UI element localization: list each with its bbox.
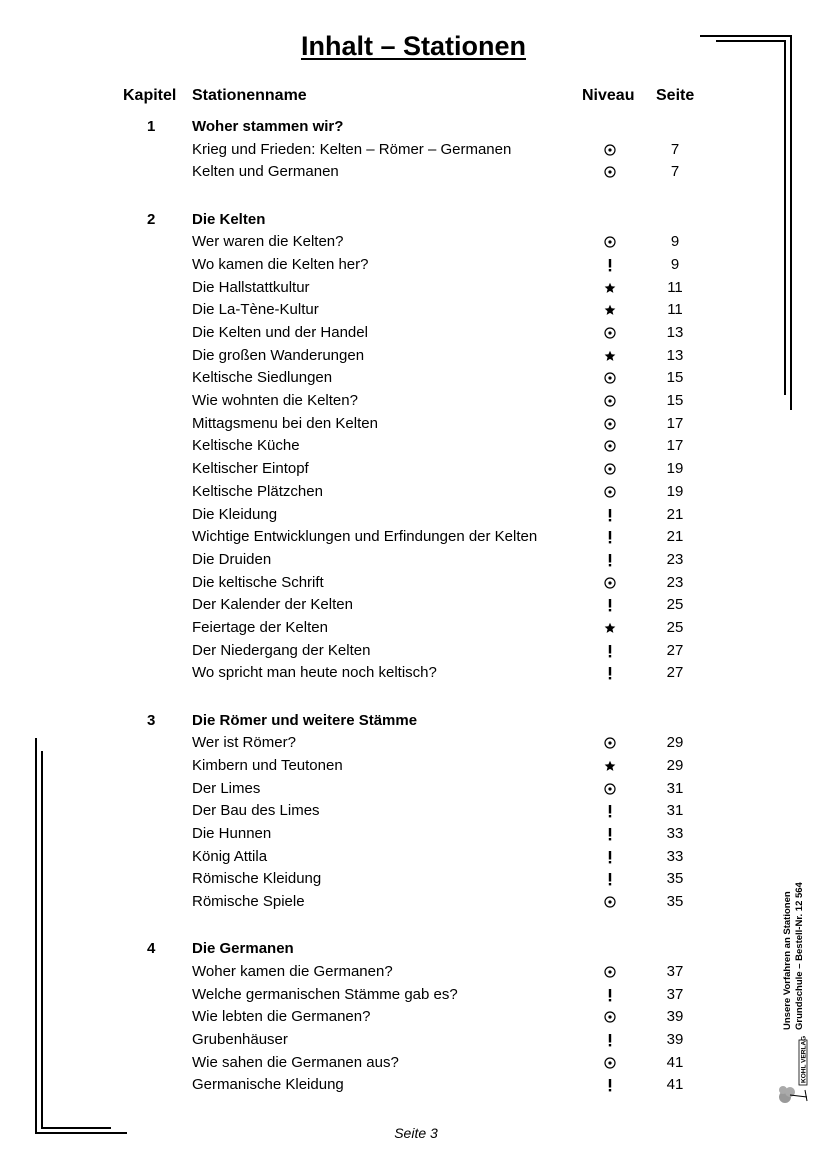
frame-line [35,738,37,1134]
frame-line [700,35,792,37]
page-number-cell: 9 [670,233,680,251]
column-header-stationenname: Stationenname [192,87,307,104]
toc-entry [0,1029,827,1052]
chapter-number: 3 [147,711,156,729]
station-name: Feiertage der Kelten [192,618,328,636]
circle-dot-icon [600,1006,620,1029]
chapter-number: 4 [147,940,156,958]
station-name: Römische Spiele [192,893,305,910]
frame-line [41,751,43,1129]
toc-entry [0,413,827,436]
toc-entry [0,367,827,390]
page-number-cell: 17 [666,437,684,455]
page-number-cell: 31 [666,779,684,797]
toc-entry [0,984,827,1007]
toc-entry [0,594,827,617]
exclamation-icon [600,526,620,549]
toc-entry [0,572,827,595]
page-number-cell: 19 [666,460,684,478]
toc-entry [0,435,827,458]
chapter-spacer [0,685,827,710]
page-number-cell: 33 [666,824,684,842]
toc-entry [0,299,827,322]
chapter-title: Woher stammen wir? [192,118,344,135]
circle-dot-icon [600,367,620,390]
frame-line [716,40,786,42]
toc-entry [0,961,827,984]
toc-entry [0,322,827,345]
station-name: Woher kamen die Germanen? [192,962,393,980]
page-number-cell: 39 [666,1008,684,1026]
toc-entry [0,458,827,481]
exclamation-icon [600,1074,620,1097]
toc-entry [0,481,827,504]
station-name: Römische Kleidung [192,870,322,888]
station-name: Die La-Tène-Kultur [192,301,319,319]
station-name: Die Hunnen [192,824,272,842]
column-header-niveau: Niveau [582,87,635,104]
chapter-title: Die Kelten [192,210,266,228]
station-name: Der Niedergang der Kelten [192,641,371,659]
page-number-cell: 7 [670,163,680,181]
tree-icon [779,1086,807,1103]
toc-entry [0,231,827,254]
page-number-cell: 13 [666,346,684,364]
circle-dot-icon [600,572,620,595]
toc-entry [0,1052,827,1075]
chapter-number: 1 [147,118,156,135]
exclamation-icon [600,868,620,891]
star-icon [600,277,620,300]
exclamation-icon [600,504,620,527]
circle-dot-icon [600,231,620,254]
toc-entry [0,846,827,869]
page-number-cell: 35 [666,870,684,888]
station-name: Die Druiden [192,550,272,568]
page-number-cell: 33 [666,847,684,865]
station-name: Germanische Kleidung [192,1076,344,1094]
toc-entry [0,800,827,823]
page-number-cell: 41 [666,1053,684,1071]
station-name: Wer ist Römer? [192,734,296,752]
page-number-cell: 41 [666,1076,684,1094]
page-number-cell: 27 [666,664,684,682]
station-name: Die Kelten und der Handel [192,324,368,341]
station-name: Keltische Plätzchen [192,482,323,500]
exclamation-icon [600,823,620,846]
publication-info [782,882,806,1030]
station-name: Wie sahen die Germanen aus? [192,1053,399,1071]
toc-entry [0,778,827,801]
page-number-cell: 37 [666,962,684,980]
page-number-cell: 15 [666,392,684,410]
exclamation-icon [600,984,620,1007]
page-number-cell: 21 [666,528,684,546]
chapter-title: Die Römer und weitere Stämme [192,711,418,729]
exclamation-icon [600,846,620,869]
exclamation-icon [600,640,620,663]
exclamation-icon [600,549,620,572]
publisher-logo [775,1035,815,1105]
toc-entry [0,549,827,572]
exclamation-icon [600,800,620,823]
table-of-contents [0,116,827,1097]
station-name: Wo spricht man heute noch keltisch? [192,664,437,682]
station-name: Wie lebten die Germanen? [192,1008,371,1026]
page-number-cell: 21 [666,505,684,523]
toc-entry [0,617,827,640]
chapter-heading [0,209,827,232]
toc-entry [0,277,827,300]
frame-line [790,35,792,410]
toc-entry [0,823,827,846]
star-icon [600,345,620,368]
station-name: Welche germanischen Stämme gab es? [192,985,458,1003]
circle-dot-icon [600,778,620,801]
station-name: Der Bau des Limes [192,802,320,820]
exclamation-icon [600,662,620,685]
exclamation-icon [600,594,620,617]
station-name: Mittagsmenu bei den Kelten [192,414,378,432]
page-number-cell: 17 [666,414,684,432]
star-icon [600,617,620,640]
page-number-cell: 25 [666,596,684,614]
chapter-title: Die Germanen [192,940,294,958]
page-number-cell: 9 [670,255,680,273]
circle-dot-icon [600,413,620,436]
toc-entry [0,526,827,549]
station-name: Keltische Küche [192,437,300,455]
station-name: Kimbern und Teutonen [192,756,343,774]
circle-dot-icon [600,1052,620,1075]
station-name: Krieg und Frieden: Kelten – Römer – Germanen [192,140,512,158]
station-name: Wichtige Entwicklungen und Erfindungen der Kelten [192,528,538,546]
circle-dot-icon [600,961,620,984]
page-title: Inhalt – Stationen [300,31,527,61]
circle-dot-icon [600,322,620,345]
page-number-cell: 27 [666,641,684,659]
page-number-cell: 23 [666,550,684,568]
toc-entry [0,1006,827,1029]
chapter-heading [0,938,827,961]
publisher-name: KOHL VERLAG [800,1035,808,1083]
circle-dot-icon [600,458,620,481]
toc-entry [0,891,827,914]
page-number-cell: 13 [666,324,684,341]
station-name: Wo kamen die Kelten her? [192,255,369,273]
column-header-seite: Seite [656,87,695,104]
chapter-heading [0,116,827,139]
page-number-cell: 25 [666,618,684,636]
circle-dot-icon [600,161,620,184]
page-number-cell: 35 [666,893,684,910]
frame-line [784,40,786,395]
toc-entry [0,755,827,778]
circle-dot-icon [600,891,620,914]
station-name: Wie wohnten die Kelten? [192,392,358,410]
exclamation-icon [600,254,620,277]
page-number-cell: 11 [667,278,683,296]
chapter-heading [0,710,827,733]
toc-entry [0,1074,827,1097]
station-name: Die großen Wanderungen [192,346,365,364]
toc-entry [0,640,827,663]
chapter-spacer [0,914,827,939]
toc-entry [0,390,827,413]
station-name: Die Hallstattkultur [192,278,310,296]
page-number-cell: 31 [666,802,684,820]
toc-entry [0,868,827,891]
toc-entry [0,161,827,184]
circle-dot-icon [600,435,620,458]
exclamation-icon [600,1029,620,1052]
toc-entry [0,345,827,368]
star-icon [600,755,620,778]
station-name: Grubenhäuser [192,1030,288,1048]
page-number: Seite 3 [394,1125,438,1141]
page-number-cell: 37 [666,985,684,1003]
station-name: Die Kleidung [192,505,278,523]
page-number-cell: 23 [666,573,684,591]
publication-title: Unsere Vorfahren an Stationen [782,891,793,1030]
chapter-number: 2 [147,210,156,228]
page-number-cell: 29 [666,756,684,774]
page-number-cell: 11 [667,301,683,319]
circle-dot-icon [600,732,620,755]
toc-entry [0,732,827,755]
page-number-cell: 39 [666,1030,684,1048]
circle-dot-icon [600,390,620,413]
page-number-cell: 7 [670,140,680,158]
page-number-cell: 19 [666,482,684,500]
toc-entry [0,139,827,162]
station-name: Keltische Siedlungen [192,369,333,387]
toc-entry [0,254,827,277]
column-header-kapitel: Kapitel [123,87,177,104]
page-number-cell: 29 [666,734,684,752]
station-name: Keltischer Eintopf [192,460,309,478]
station-name: Wer waren die Kelten? [192,233,344,251]
publication-order-number: Grundschule – Bestell-Nr. 12 564 [794,882,805,1030]
page-number-cell: 15 [666,369,684,387]
circle-dot-icon [600,139,620,162]
star-icon [600,299,620,322]
station-name: Der Kalender der Kelten [192,596,353,614]
station-name: Kelten und Germanen [192,163,339,181]
chapter-spacer [0,184,827,209]
station-name: König Attila [192,847,268,865]
circle-dot-icon [600,481,620,504]
toc-entry [0,504,827,527]
toc-entry [0,662,827,685]
station-name: Die keltische Schrift [192,573,324,591]
station-name: Der Limes [192,779,261,797]
